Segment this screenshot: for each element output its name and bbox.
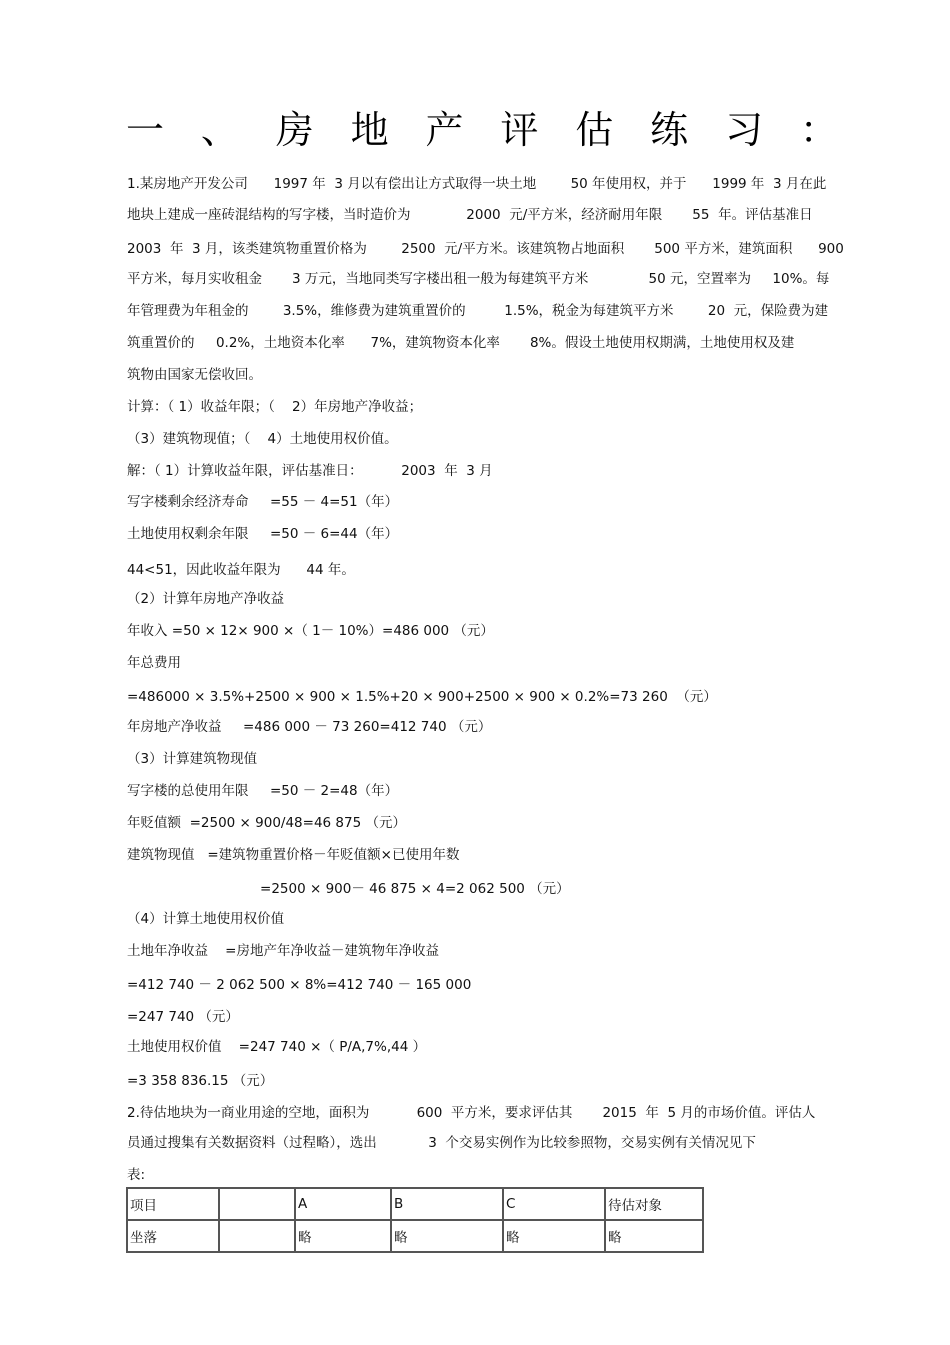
text-line: =486000 × 3.5%+2500 × 900 × 1.5%+20 × 900+2500 × 900 × 0.2%=73 260 （元） [127, 689, 717, 705]
title-char: 评 [500, 107, 539, 152]
table-row [127, 1188, 703, 1220]
text-line: =412 740 － 2 062 500 × 8%=412 740 － 165 000 [127, 977, 472, 993]
table-cell: B [391, 1188, 503, 1220]
table-cell [219, 1220, 295, 1252]
table-cell: 略 [503, 1220, 605, 1252]
text-line: 写字楼剩余经济寿命 =55 － 4=51（年） [127, 494, 399, 510]
table-cell: 待估对象 [605, 1188, 703, 1220]
table-cell: 项目 [127, 1188, 219, 1220]
text-line: 地块上建成一座砖混结构的写字楼，当时造价为 2000 元/平方米，经济耐用年限 55 年。评估基准日 [127, 207, 813, 223]
text-line: =3 358 836.15 （元） [127, 1073, 274, 1089]
title-char: 估 [575, 107, 614, 152]
text-line: 年收入 =50 × 12× 900 ×（ 1－ 10%）=486 000 （元） [127, 623, 494, 639]
text-line: 年房地产净收益 =486 000 － 73 260=412 740 （元） [127, 719, 492, 735]
text-line: =247 740 （元） [127, 1009, 239, 1025]
text-line: 计算：（ 1）收益年限；（ 2）年房地产净收益； [127, 399, 423, 415]
text-line: 筑重置价的 0.2%，土地资本化率 7%，建筑物资本化率 8%。假设土地使用权期满，土地使用权及建 [127, 335, 795, 351]
table-cell: 坐落 [127, 1220, 219, 1252]
text-line: 土地年净收益 =房地产年净收益－建筑物年净收益 [127, 943, 439, 959]
title-char: 习 [725, 107, 764, 152]
text-line: 年总费用 [127, 655, 181, 671]
table-cell: 略 [295, 1220, 391, 1252]
text-line: 年贬值额 =2500 × 900/48=46 875 （元） [127, 815, 406, 831]
table-cell: A [295, 1188, 391, 1220]
text-line: 解：（ 1）计算收益年限，评估基准日： 2003 年 3 月 [127, 463, 493, 479]
text-line: 土地使用权价值 =247 740 ×（ P/A,7%,44 ） [127, 1039, 427, 1055]
text-line: （2）计算年房地产净收益 [127, 591, 285, 607]
title-char: ： [799, 107, 838, 152]
text-line: （3）计算建筑物现值 [127, 751, 258, 767]
text-line: 平方米，每月实收租金 3 万元，当地同类写字楼出租一般为每建筑平方米 50 元，空置率为 10%。每 [127, 271, 830, 287]
title-char: 产 [425, 107, 464, 152]
text-line: （3）建筑物现值；（ 4）土地使用权价值。 [127, 431, 398, 447]
text-line: 44<51，因此收益年限为 44 年。 [127, 562, 355, 578]
text-line: =2500 × 900－ 46 875 × 4=2 062 500 （元） [127, 881, 570, 897]
title-char: 练 [650, 107, 689, 152]
text-line: 年管理费为年租金的 3.5%，维修费为建筑重置价的 1.5%，税金为每建筑平方米 20 元，保险费为建 [127, 303, 829, 319]
title-char: 地 [350, 107, 389, 152]
table-cell [219, 1188, 295, 1220]
text-line: 筑物由国家无偿收回。 [127, 367, 262, 383]
page-title [126, 98, 838, 154]
text-line: 写字楼的总使用年限 =50 － 2=48（年） [127, 783, 399, 799]
title-char: 房 [275, 107, 314, 152]
table-cell: 略 [391, 1220, 503, 1252]
text-line: 建筑物现值 =建筑物重置价格－年贬值额×已使用年数 [127, 847, 460, 863]
title-char: 一 [126, 107, 165, 152]
text-line: 2.待估地块为一商业用途的空地，面积为 600 平方米，要求评估其 2015 年 5 月的市场价值。评估人 [127, 1105, 816, 1121]
table-cell: C [503, 1188, 605, 1220]
text-line: 表: [127, 1167, 146, 1183]
text-line: （4）计算土地使用权价值 [127, 911, 285, 927]
text-line: 土地使用权剩余年限 =50 － 6=44（年） [127, 526, 399, 542]
text-line: 员通过搜集有关数据资料（过程略），选出 3 个交易实例作为比较参照物，交易实例有关情况见下 [127, 1135, 756, 1151]
comparison-table [126, 1187, 704, 1253]
text-line: 1.某房地产开发公司 1997 年 3 月以有偿出让方式取得一块土地 50 年使用权，并于 1999 年 3 月在此 [127, 176, 827, 192]
table-cell: 略 [605, 1220, 703, 1252]
table-row [127, 1220, 703, 1252]
text-line: 2003 年 3 月，该类建筑物重置价格为 2500 元/平方米。该建筑物占地面积 500 平方米，建筑面积 900 [127, 241, 844, 257]
title-char: 、 [200, 107, 239, 152]
